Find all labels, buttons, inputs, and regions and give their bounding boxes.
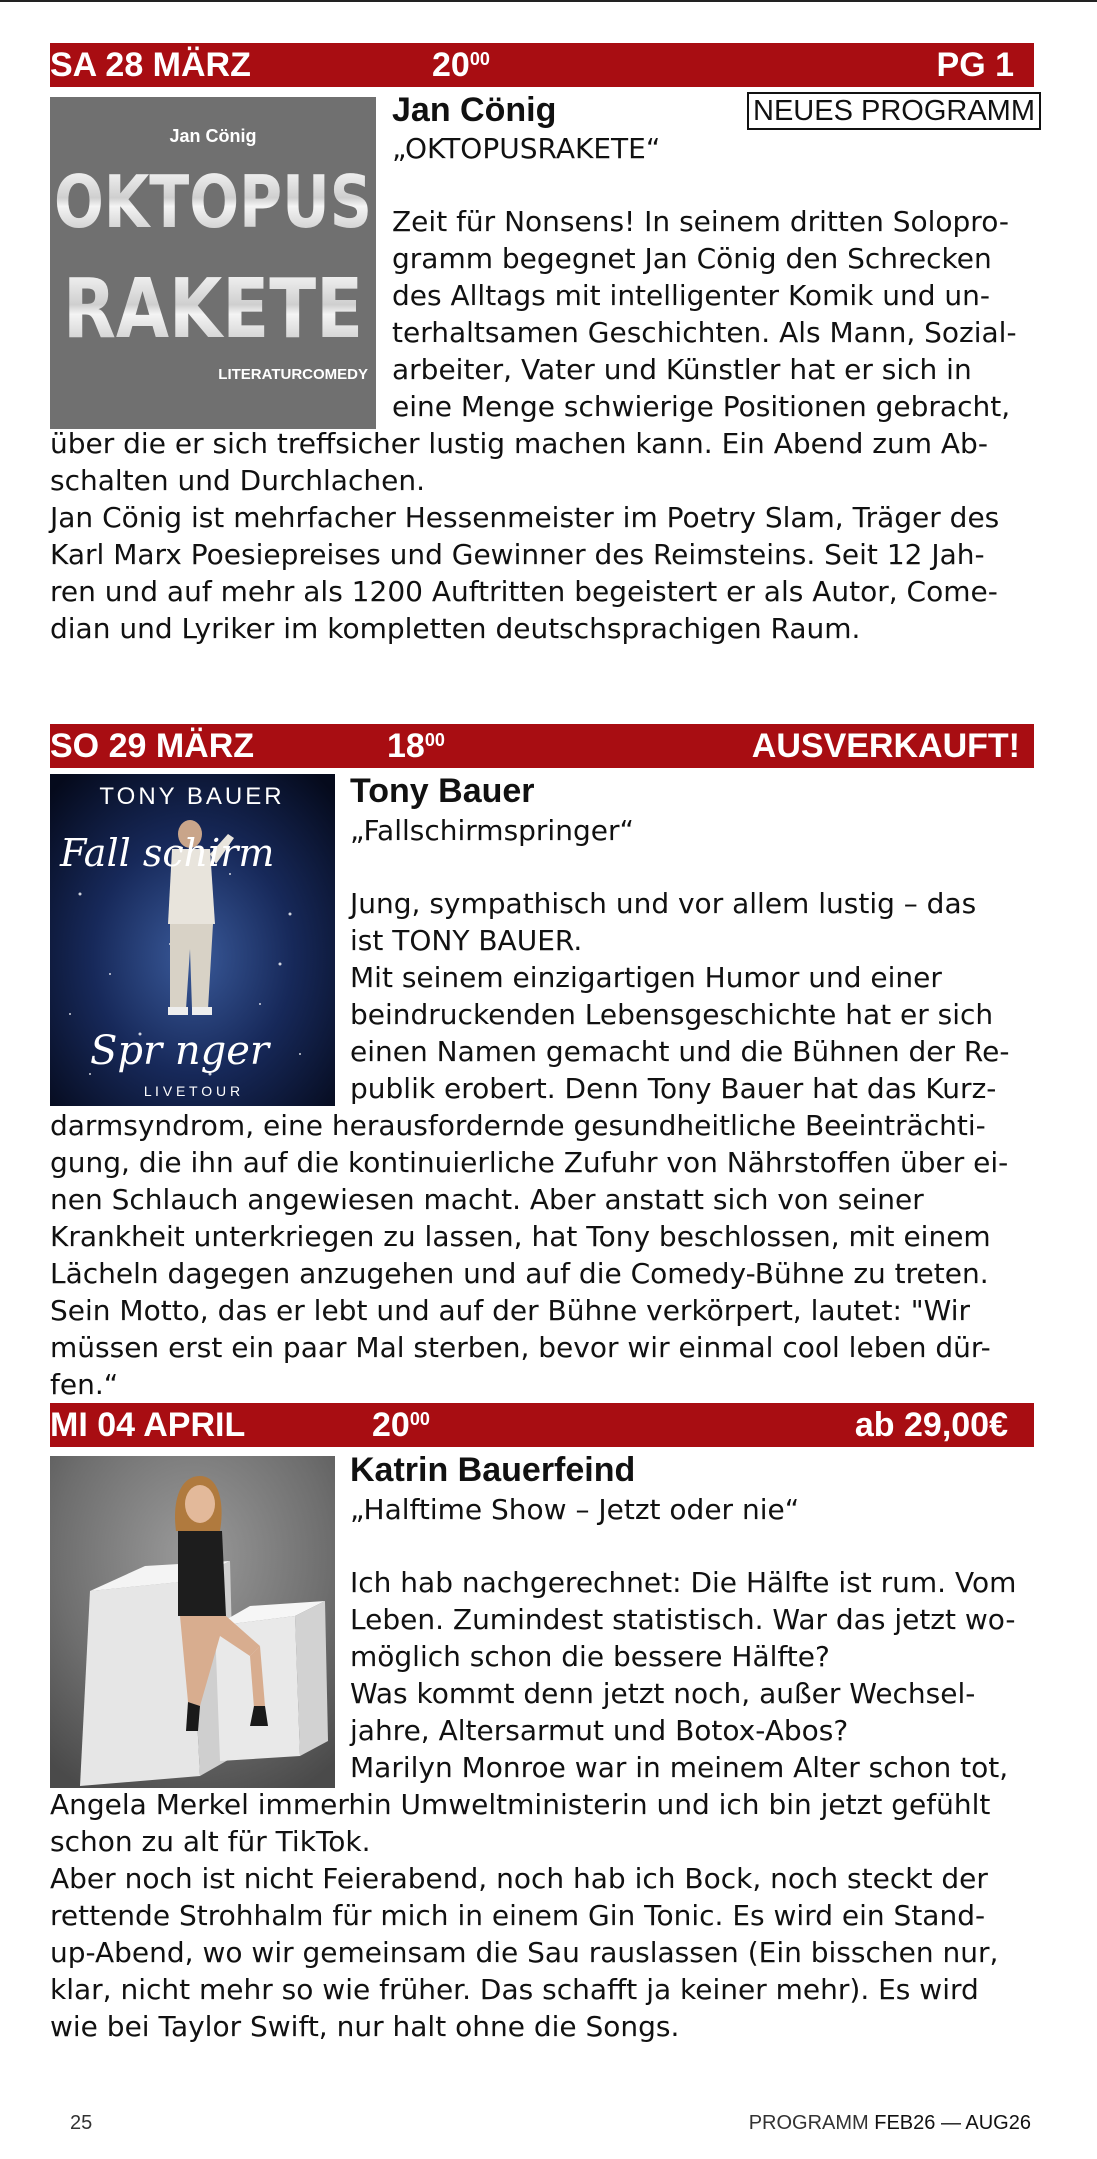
event-header-bar	[50, 43, 1034, 87]
poster-line-oktopus: OKTOPUS	[54, 160, 372, 244]
event-date: SA 28 MÄRZ	[50, 46, 251, 84]
text-line: beindruckenden Lebensgeschichte hat er sich	[350, 998, 994, 1031]
text-line: möglich schon die bessere Hälfte?	[350, 1640, 830, 1673]
top-rule	[0, 0, 1097, 2]
text-line: des Alltags mit intelligenter Komik und un-	[392, 279, 990, 312]
event-time: $20^{00}$	[372, 1406, 430, 1444]
text-line: Lächeln dagegen anzugehen und auf die Comedy-Bühne zu treten.	[50, 1257, 989, 1290]
text-line: Leben. Zumindest statistisch. War das jetzt wo-	[350, 1603, 1016, 1636]
event-date: MI 04 APRIL	[50, 1406, 246, 1444]
event-photo-katrin-bauerfeind	[50, 1456, 335, 1788]
text-line: Zeit für Nonsens! In seinem dritten Solopro-	[392, 205, 1009, 238]
text-line: publik erobert. Denn Tony Bauer hat das Kurz-	[350, 1072, 997, 1105]
text-line: über die er sich treffsicher lustig machen kann. Ein Abend zum Ab-	[50, 427, 988, 460]
event-header-bar	[50, 1403, 1034, 1447]
text-line: Jan Cönig ist mehrfacher Hessenmeister im Poetry Slam, Träger des	[50, 501, 1000, 534]
poster-script-bottom: Spr nger	[90, 1028, 270, 1074]
text-line: up-Abend, wo wir gemeinsam die Sau rauslassen (Ein bisschen nur,	[50, 1936, 999, 1969]
text-line: eine Menge schwierige Positionen gebracht,	[392, 390, 1011, 423]
event-poster-fallschirmspringer	[50, 774, 335, 1106]
artist-name: Tony Bauer	[350, 772, 535, 810]
text-line: müssen erst ein paar Mal sterben, bevor wir einmal cool leben dür-	[50, 1331, 991, 1364]
poster-tour: L I V E T O U R	[143, 1083, 241, 1099]
text-line: Sein Motto, das er lebt und auf der Bühne verkörpert, lautet: "Wir	[50, 1294, 971, 1327]
text-line: terhaltsamen Geschichten. Als Mann, Sozial-	[392, 316, 1017, 349]
event-header-bar	[50, 724, 1034, 768]
footer-date-range: FEB26 — AUG26	[874, 2112, 1031, 2134]
event-venue: PG 1	[936, 46, 1014, 84]
text-line: ist TONY BAUER.	[350, 924, 583, 957]
new-program-badge: NEUES PROGRAMM	[747, 92, 1041, 130]
poster-line-rakete: RAKETE	[63, 262, 363, 357]
text-line: Aber noch ist nicht Feierabend, noch hab ich Bock, noch steckt der	[50, 1862, 988, 1895]
text-line: nen Schlauch angewiesen macht. Aber anstatt sich von seiner	[50, 1183, 924, 1216]
text-line: Marilyn Monroe war in meinem Alter schon tot,	[350, 1751, 1009, 1784]
text-line: schon zu alt für TikTok.	[50, 1825, 371, 1858]
text-line: schalten und Durchlachen.	[50, 464, 425, 497]
program-title: „OKTOPUSRAKETE“	[392, 132, 661, 165]
poster-script-top: Fall schirm	[60, 831, 275, 875]
text-line: Ich hab nachgerechnet: Die Hälfte ist rum. Vom	[350, 1566, 1017, 1599]
event-date: SO 29 MÄRZ	[50, 727, 255, 765]
footer-program-label: PROGRAMM	[748, 2112, 869, 2134]
text-line: Was kommt denn jetzt noch, außer Wechsel-	[350, 1677, 976, 1710]
text-line: fen.“	[50, 1368, 119, 1401]
poster-small-name: Jan Cönig	[169, 126, 257, 146]
text-line: Mit seinem einzigartigen Humor und einer	[350, 961, 942, 994]
price-label: ab 29,00€	[854, 1406, 1008, 1444]
page-number: 25	[70, 2112, 93, 2134]
text-line: Jung, sympathisch und vor allem lustig – das	[350, 887, 977, 920]
event-time: $20^{00}$	[432, 46, 490, 84]
artist-name: Katrin Bauerfeind	[350, 1451, 636, 1489]
text-line: gung, die ihn auf die kontinuierliche Zufuhr von Nährstoffen über ei-	[50, 1146, 1009, 1179]
program-title: „Fallschirmspringer“	[350, 814, 634, 847]
text-line: wie bei Taylor Swift, nur halt ohne die Songs.	[50, 2010, 680, 2043]
text-line: Krankheit unterkriegen zu lassen, hat Tony beschlossen, mit einem	[50, 1220, 991, 1253]
text-line: dian und Lyriker im kompletten deutschsprachigen Raum.	[50, 612, 861, 645]
text-line: rettende Strohhalm für mich in einem Gin Tonic. Es wird ein Stand-	[50, 1899, 986, 1932]
text-line: jahre, Altersarmut und Botox-Abos?	[350, 1714, 849, 1747]
poster-name: TONY BAUER	[99, 783, 285, 810]
text-line: gramm begegnet Jan Cönig den Schrecken	[392, 242, 992, 275]
program-title: „Halftime Show – Jetzt oder nie“	[350, 1493, 800, 1526]
event-poster-oktopusrakete	[50, 97, 376, 429]
text-line: ren und auf mehr als 1200 Auftritten begeistert er als Autor, Come-	[50, 575, 998, 608]
event-time: $18^{00}$	[387, 727, 445, 765]
artist-name: Jan Cönig	[392, 91, 557, 129]
sold-out-label: AUSVERKAUFT!	[751, 727, 1020, 765]
text-line: klar, nicht mehr so wie früher. Das schafft ja keiner mehr). Es wird	[50, 1973, 979, 2006]
text-line: Karl Marx Poesiepreises und Gewinner des Reimsteins. Seit 12 Jah-	[50, 538, 985, 571]
text-line: einen Namen gemacht und die Bühnen der Re-	[350, 1035, 1010, 1068]
text-line: Angela Merkel immerhin Umweltministerin und ich bin jetzt gefühlt	[50, 1788, 991, 1821]
footer-program-range	[749, 2112, 1031, 2135]
text-line: arbeiter, Vater und Künstler hat er sich in	[392, 353, 972, 386]
poster-tagline: LITERATURCOMEDY	[218, 366, 368, 383]
text-line: darmsyndrom, eine herausfordernde gesundheitliche Beeinträchti-	[50, 1109, 986, 1142]
